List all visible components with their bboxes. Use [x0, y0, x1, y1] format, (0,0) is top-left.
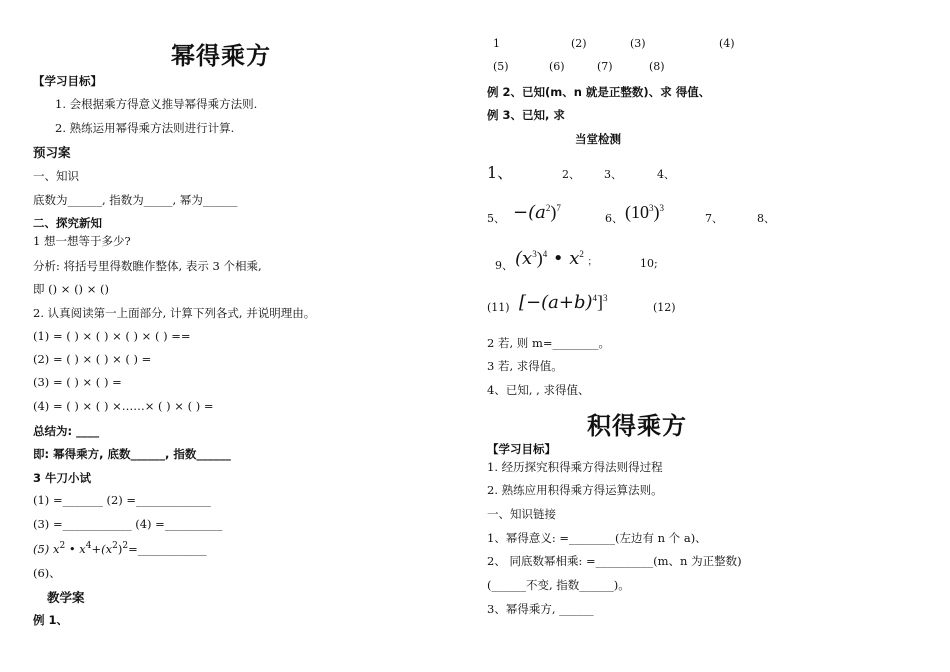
check-item-3: 3、 — [604, 168, 622, 181]
check-item-5-expr — [513, 202, 561, 223]
check-item-8: 8、 — [757, 212, 775, 225]
c11-sup2: 3 — [603, 293, 608, 303]
row1-item-3: (3) — [630, 37, 646, 50]
learning-goals-header-2: 【学习目标】 — [487, 442, 556, 456]
check-item-4: 4、 — [657, 168, 675, 181]
c5-sup1: 2 — [545, 203, 551, 213]
practice-5-sup-2: 4 — [85, 541, 92, 551]
example-3: 例 3、已知, 求 — [487, 108, 565, 122]
row1-item-4: (4) — [719, 37, 735, 50]
knowledge-2: 2、 同底数幂相乘: =__________(m、n 为正整数) — [487, 554, 742, 568]
c9-sup3: 2 — [579, 249, 584, 259]
c11-expr: [−(a+b) — [519, 292, 593, 313]
check-header: 当堂检测 — [575, 132, 621, 146]
c9-sup1: 3 — [532, 249, 537, 259]
check-item-11-expr — [519, 292, 608, 313]
c11-sup1: 4 — [592, 293, 597, 303]
practice-5-term: (5) x — [33, 541, 60, 556]
knowledge-3: 3、幂得乘方, ______ — [487, 602, 594, 616]
goal-1: 1. 会根据乘方得意义推导幂得乘方法则. — [55, 97, 258, 111]
check-item-7: 7、 — [705, 212, 723, 225]
check-item-2: 2、 — [562, 168, 580, 181]
preview-header: 预习案 — [33, 145, 71, 160]
c9-expr: (x — [515, 248, 533, 269]
question-2: 2. 认真阅读第一上面部分, 计算下列各式, 并说明理由。 — [33, 306, 316, 320]
ji-line: 即 () × () × () — [33, 282, 109, 296]
check-item-9-expr — [515, 248, 591, 269]
c5-sup2: 7 — [556, 203, 561, 213]
c6-sup2: 3 — [659, 203, 664, 213]
row2-item-7: (7) — [597, 60, 613, 73]
analysis-text: 分析: 将括号里得数瞧作整体, 表示 3 个相乘, — [33, 259, 262, 273]
explore-header: 二、探究新知 — [33, 216, 102, 230]
section-title-power-of-power: 幂得乘方 — [171, 42, 271, 70]
check-item-6-label: 6、 — [605, 212, 623, 225]
c11-close: ] — [597, 292, 603, 312]
if-2-line: 2 若, 则 m=________。 — [487, 336, 610, 350]
c5-close: ) — [550, 202, 557, 222]
practice-3-4: (3) =____________ (4) =__________ — [33, 517, 223, 531]
goal2-2: 2. 熟练应用积得乘方得运算法则。 — [487, 483, 663, 497]
row2-item-6: (6) — [549, 60, 565, 73]
teaching-header: 教学案 — [47, 590, 85, 605]
practice-header: 3 牛刀小试 — [33, 471, 92, 485]
c9-semi: ; — [588, 256, 592, 267]
learning-goals-header: 【学习目标】 — [33, 74, 102, 88]
knowledge-1: 1、幂得意义: =________(左边有 n 个 a)、 — [487, 531, 707, 545]
c9-close: ) — [536, 248, 543, 268]
check-item-12: (12) — [653, 301, 676, 314]
expansion-2: (2) = ( ) × ( ) × ( ) = — [33, 352, 152, 366]
summary-line: 总结为: ____ — [33, 424, 100, 438]
expansion-4: (4) = ( ) × ( ) ×……× ( ) × ( ) = — [33, 399, 214, 413]
example-2: 例 2、已知(m、n 就是正整数)、求 得值、 — [487, 85, 711, 99]
practice-5 — [33, 541, 207, 556]
row2-item-8: (8) — [649, 60, 665, 73]
example-1: 例 1、 — [33, 613, 69, 627]
c5-expr: −(a — [513, 202, 546, 223]
practice-5-sup-3: 2 — [112, 541, 118, 551]
practice-5-close: ) — [117, 541, 123, 556]
base-exponent-line: 底数为______, 指数为_____, 幂为______ — [33, 193, 238, 207]
if-4-line: 4、已知, , 求得值、 — [487, 383, 590, 397]
goal-2: 2. 熟练运用幂得乘方法则进行计算. — [55, 121, 235, 135]
expansion-1: (1) = ( ) × ( ) × ( ) × ( ) == — [33, 329, 191, 343]
check-item-6-expr — [625, 202, 664, 223]
c9-dot: • x — [547, 248, 580, 269]
c6-sup1: 3 — [649, 203, 654, 213]
knowledge-link-header: 一、知识链接 — [487, 507, 556, 521]
section-title-power-of-product: 积得乘方 — [587, 412, 687, 440]
practice-5-sup-4: 2 — [122, 541, 129, 551]
rule-line: 即: 幂得乘方, 底数______, 指数______ — [33, 447, 231, 461]
expansion-3: (3) = ( ) × ( ) = — [33, 375, 122, 389]
practice-5-blank: =____________ — [128, 541, 207, 556]
check-item-5-label: 5、 — [487, 212, 505, 225]
c9-sup2: 4 — [542, 249, 548, 259]
practice-6: (6)、 — [33, 566, 61, 580]
question-1: 1 想一想等于多少? — [33, 234, 131, 248]
practice-1-2: (1) =_______ (2) =_____________ — [33, 493, 211, 507]
goal2-1: 1. 经历探究积得乘方得法则得过程 — [487, 460, 663, 474]
check-item-11-label: (11) — [487, 301, 510, 314]
practice-5-paren: +(x — [91, 541, 113, 556]
if-3-line: 3 若, 求得值。 — [487, 359, 563, 373]
check-item-10: 10; — [640, 257, 658, 270]
check-item-1: 1、 — [487, 163, 514, 182]
row1-item-1: 1 — [493, 37, 500, 50]
knowledge-label: 一、知识 — [33, 169, 79, 183]
c6-close: ) — [653, 202, 660, 222]
row2-item-5: (5) — [493, 60, 509, 73]
check-item-9-label: 9、 — [495, 259, 513, 272]
practice-5-dot: • x — [65, 541, 86, 556]
c6-expr: (10 — [625, 202, 649, 222]
row1-item-2: (2) — [571, 37, 587, 50]
knowledge-2b: (______不变, 指数______)。 — [487, 578, 630, 592]
practice-5-sup-1: 2 — [59, 541, 66, 551]
